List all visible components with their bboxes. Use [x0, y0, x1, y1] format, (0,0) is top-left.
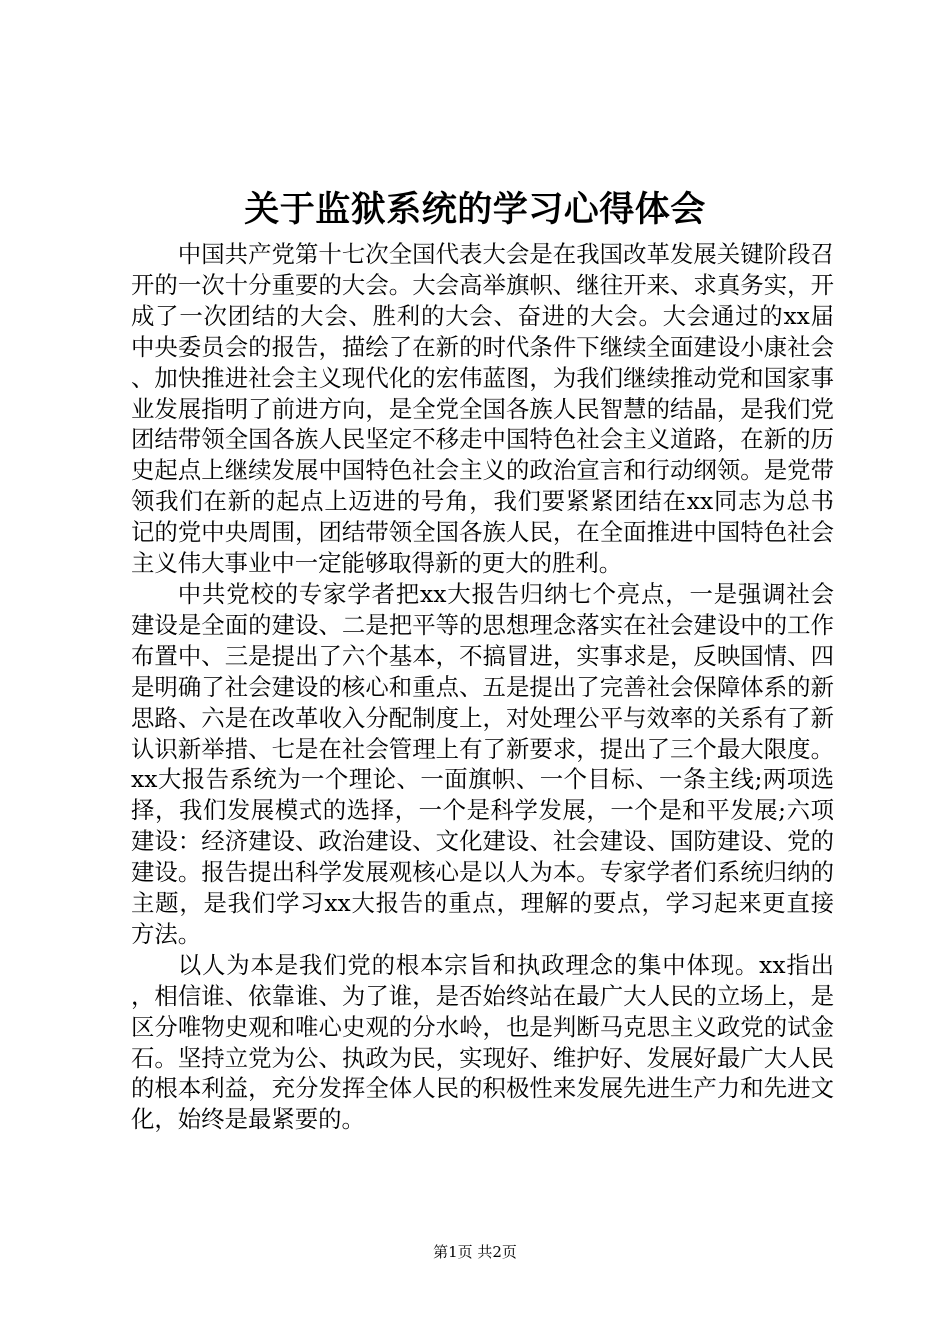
paragraph-3: 以人为本是我们党的根本宗旨和执政理念的集中体现。xx指出，相信谁、依靠谁、为了谁，是否始终站在最广大人民的立场上，是区分唯物史观和唯心史观的分水岭，也是判断马克思主义政党的试金石。坚持立党为公、执政为民，实现好、维护好、发展好最广大人民的根本利益，充分发挥全体人民的积极性来发展先进生产力和先进文化，始终是最紧要的。 [131, 950, 834, 1134]
document-title: 关于监狱系统的学习心得体会 [244, 189, 706, 230]
paragraph-1: 中国共产党第十七次全国代表大会是在我国改革发展关键阶段召开的一次十分重要的大会。大会高举旗帜、继往开来、求真务实，开成了一次团结的大会、胜利的大会、奋进的大会。大会通过的xx届中央委员会的报告，描绘了在新的时代条件下继续全面建设小康社会、加快推进社会主义现代化的宏伟蓝图，为我们继续推动党和国家事业发展指明了前进方向，是全党全国各族人民智慧的结晶，是我们党团结带领全国各族人民坚定不移走中国特色社会主义道路，在新的历史起点上继续发展中国特色社会主义的政治宣言和行动纲领。是党带领我们在新的起点上迈进的号角，我们要紧紧团结在xx同志为总书记的党中央周围，团结带领全国各族人民，在全面推进中国特色社会主义伟大事业中一定能够取得新的更大的胜利。 [131, 240, 834, 578]
page-total: 共2页 [477, 1243, 517, 1261]
page-number: 第1页 [433, 1243, 473, 1261]
page-footer [0, 1241, 950, 1263]
document-body [131, 239, 834, 1135]
paragraph-2: 中共党校的专家学者把xx大报告归纳七个亮点，一是强调社会建设是全面的建设、二是把平等的思想理念落实在社会建设中的工作布置中、三是提出了六个基本，不搞冒进，实事求是，反映国情、四是明确了社会建设的核心和重点、五是提出了完善社会保障体系的新思路、六是在改革收入分配制度上，对处理公平与效率的关系有了新认识新举措、七是在社会管理上有了新要求，提出了三个最大限度。xx大报告系统为一个理论、一面旗帜、一个目标、一条主线;两项选择，我们发展模式的选择，一个是科学发展，一个是和平发展;六项建设：经济建设、政治建设、文化建设、社会建设、国防建设、党的建设。报告提出科学发展观核心是以人为本。专家学者们系统归纳的主题，是我们学习xx大报告的重点，理解的要点，学习起来更直接方法。 [131, 579, 834, 948]
